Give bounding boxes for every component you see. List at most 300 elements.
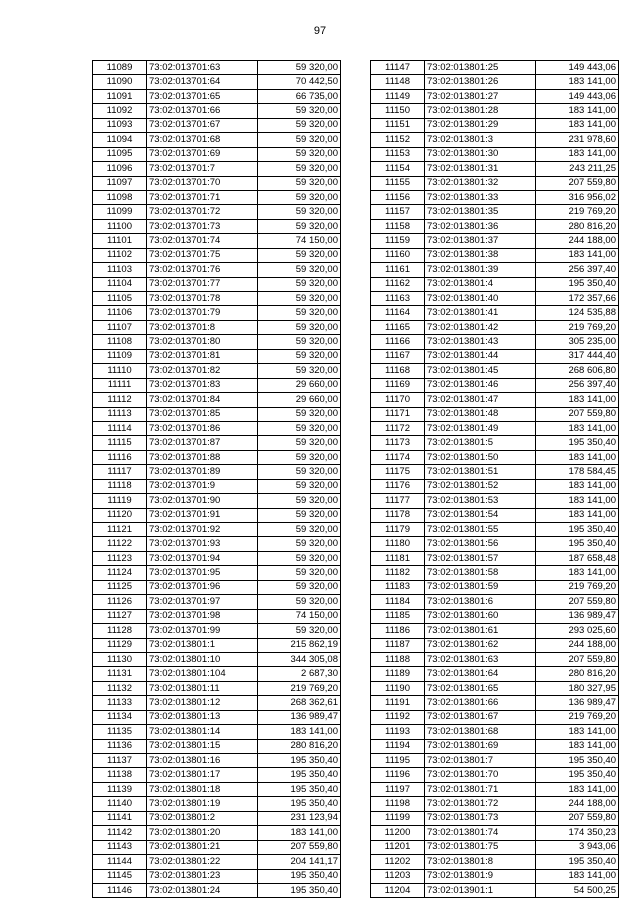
row-number: 11139 [93, 782, 147, 796]
row-number: 11192 [371, 710, 425, 724]
value-cell: 59 320,00 [258, 147, 341, 161]
table-row [371, 523, 619, 537]
cadastral-number: 73:02:013801:74 [425, 826, 536, 840]
row-number: 11161 [371, 263, 425, 277]
row-number: 11177 [371, 494, 425, 508]
cadastral-number: 73:02:013801:46 [425, 378, 536, 392]
value-cell: 344 305,08 [258, 652, 341, 666]
table-row [371, 681, 619, 695]
cadastral-number: 73:02:013801:16 [147, 754, 258, 768]
table-row [93, 624, 341, 638]
value-cell: 183 141,00 [536, 782, 619, 796]
cadastral-number: 73:02:013801:47 [425, 393, 536, 407]
value-cell: 59 320,00 [258, 349, 341, 363]
cadastral-number: 73:02:013801:35 [425, 205, 536, 219]
table-row [93, 883, 341, 897]
cadastral-number: 73:02:013701:95 [147, 566, 258, 580]
value-cell: 70 442,50 [258, 75, 341, 89]
table-row [93, 263, 341, 277]
value-cell: 59 320,00 [258, 219, 341, 233]
value-cell: 280 816,20 [536, 667, 619, 681]
table-row [93, 768, 341, 782]
value-cell: 244 188,00 [536, 638, 619, 652]
cadastral-number: 73:02:013701:68 [147, 133, 258, 147]
cadastral-number: 73:02:013701:66 [147, 104, 258, 118]
value-cell: 59 320,00 [258, 551, 341, 565]
table-row [93, 811, 341, 825]
table-row [93, 479, 341, 493]
row-number: 11109 [93, 349, 147, 363]
table-row [371, 263, 619, 277]
table-row [93, 754, 341, 768]
value-cell: 59 320,00 [258, 465, 341, 479]
row-number: 11155 [371, 176, 425, 190]
cadastral-number: 73:02:013701:8 [147, 320, 258, 334]
row-number: 11108 [93, 335, 147, 349]
table-row [93, 320, 341, 334]
cadastral-number: 73:02:013701:72 [147, 205, 258, 219]
cadastral-number: 73:02:013701:69 [147, 147, 258, 161]
row-number: 11090 [93, 75, 147, 89]
value-cell: 195 350,40 [536, 277, 619, 291]
value-cell: 180 327,95 [536, 681, 619, 695]
table-row [93, 292, 341, 306]
table-row [371, 840, 619, 854]
row-number: 11118 [93, 479, 147, 493]
table-row [371, 349, 619, 363]
value-cell: 183 141,00 [536, 869, 619, 883]
row-number: 11202 [371, 855, 425, 869]
value-cell: 207 559,80 [536, 595, 619, 609]
value-cell: 244 188,00 [536, 234, 619, 248]
cadastral-number: 73:02:013801:13 [147, 710, 258, 724]
cadastral-number: 73:02:013701:77 [147, 277, 258, 291]
value-cell: 59 320,00 [258, 263, 341, 277]
row-number: 11163 [371, 292, 425, 306]
value-cell: 204 141,17 [258, 855, 341, 869]
row-number: 11200 [371, 826, 425, 840]
cadastral-number: 73:02:013701:90 [147, 494, 258, 508]
table-row [371, 147, 619, 161]
value-cell: 305 235,00 [536, 335, 619, 349]
cadastral-number: 73:02:013701:98 [147, 609, 258, 623]
row-number: 11134 [93, 710, 147, 724]
row-number: 11179 [371, 523, 425, 537]
value-cell: 195 350,40 [536, 855, 619, 869]
table-row [93, 349, 341, 363]
row-number: 11197 [371, 782, 425, 796]
value-cell: 136 989,47 [536, 696, 619, 710]
table-row [371, 826, 619, 840]
table-row [93, 378, 341, 392]
table-row [93, 219, 341, 233]
cadastral-number: 73:02:013801:71 [425, 782, 536, 796]
value-cell: 59 320,00 [258, 61, 341, 75]
row-number: 11166 [371, 335, 425, 349]
table-row [371, 652, 619, 666]
row-number: 11095 [93, 147, 147, 161]
table-row [371, 378, 619, 392]
cadastral-number: 73:02:013801:55 [425, 523, 536, 537]
cadastral-number: 73:02:013801:54 [425, 508, 536, 522]
table-row [93, 162, 341, 176]
table-row [93, 407, 341, 421]
row-number: 11159 [371, 234, 425, 248]
cadastral-number: 73:02:013801:67 [425, 710, 536, 724]
row-number: 11141 [93, 811, 147, 825]
table-row [371, 869, 619, 883]
table-row [371, 306, 619, 320]
value-cell: 183 141,00 [536, 450, 619, 464]
cadastral-number: 73:02:013801:53 [425, 494, 536, 508]
value-cell: 183 141,00 [258, 725, 341, 739]
value-cell: 183 141,00 [536, 479, 619, 493]
table-row [371, 710, 619, 724]
value-cell: 59 320,00 [258, 104, 341, 118]
value-cell: 268 362,61 [258, 696, 341, 710]
cadastral-number: 73:02:013701:96 [147, 580, 258, 594]
value-cell: 219 769,20 [536, 205, 619, 219]
cadastral-number: 73:02:013701:97 [147, 595, 258, 609]
row-number: 11096 [93, 162, 147, 176]
row-number: 11158 [371, 219, 425, 233]
row-number: 11183 [371, 580, 425, 594]
row-number: 11189 [371, 667, 425, 681]
cadastral-number: 73:02:013801:19 [147, 797, 258, 811]
table-row [93, 855, 341, 869]
table-row [93, 450, 341, 464]
value-cell: 74 150,00 [258, 609, 341, 623]
value-cell: 59 320,00 [258, 335, 341, 349]
table-row [93, 61, 341, 75]
cadastral-number: 73:02:013701:89 [147, 465, 258, 479]
table-row [371, 292, 619, 306]
table-row [371, 277, 619, 291]
table-row [93, 248, 341, 262]
row-number: 11099 [93, 205, 147, 219]
cadastral-number: 73:02:013801:72 [425, 797, 536, 811]
row-number: 11149 [371, 89, 425, 103]
cadastral-number: 73:02:013701:65 [147, 89, 258, 103]
row-number: 11137 [93, 754, 147, 768]
cadastral-number: 73:02:013801:75 [425, 840, 536, 854]
table-row [93, 306, 341, 320]
cadastral-number: 73:02:013801:27 [425, 89, 536, 103]
row-number: 11165 [371, 320, 425, 334]
row-number: 11093 [93, 118, 147, 132]
value-cell: 195 350,40 [258, 883, 341, 897]
row-number: 11136 [93, 739, 147, 753]
table-row [93, 190, 341, 204]
value-cell: 195 350,40 [536, 537, 619, 551]
cadastral-number: 73:02:013901:1 [425, 883, 536, 897]
cadastral-number: 73:02:013801:11 [147, 681, 258, 695]
cadastral-number: 73:02:013801:18 [147, 782, 258, 796]
row-number: 11153 [371, 147, 425, 161]
row-number: 11119 [93, 494, 147, 508]
row-number: 11172 [371, 421, 425, 435]
cadastral-number: 73:02:013801:12 [147, 696, 258, 710]
cadastral-number: 73:02:013801:9 [425, 869, 536, 883]
row-number: 11102 [93, 248, 147, 262]
row-number: 11094 [93, 133, 147, 147]
table-row [371, 104, 619, 118]
value-cell: 195 350,40 [536, 754, 619, 768]
row-number: 11175 [371, 465, 425, 479]
table-row [371, 883, 619, 897]
cadastral-number: 73:02:013701:94 [147, 551, 258, 565]
value-cell: 183 141,00 [536, 104, 619, 118]
value-cell: 183 141,00 [536, 739, 619, 753]
value-cell: 183 141,00 [536, 494, 619, 508]
row-number: 11122 [93, 537, 147, 551]
value-cell: 172 357,66 [536, 292, 619, 306]
cadastral-number: 73:02:013801:50 [425, 450, 536, 464]
table-row [371, 176, 619, 190]
cadastral-number: 73:02:013701:71 [147, 190, 258, 204]
row-number: 11184 [371, 595, 425, 609]
cadastral-number: 73:02:013801:14 [147, 725, 258, 739]
value-cell: 280 816,20 [536, 219, 619, 233]
value-cell: 59 320,00 [258, 306, 341, 320]
table-row [93, 508, 341, 522]
value-cell: 29 660,00 [258, 393, 341, 407]
row-number: 11130 [93, 652, 147, 666]
cadastral-number: 73:02:013801:73 [425, 811, 536, 825]
table-row [93, 797, 341, 811]
value-cell: 316 956,02 [536, 190, 619, 204]
value-cell: 280 816,20 [258, 739, 341, 753]
cadastral-number: 73:02:013801:45 [425, 364, 536, 378]
table-row [93, 710, 341, 724]
table-row [93, 393, 341, 407]
cadastral-number: 73:02:013801:60 [425, 609, 536, 623]
value-cell: 59 320,00 [258, 320, 341, 334]
row-number: 11111 [93, 378, 147, 392]
cadastral-number: 73:02:013701:63 [147, 61, 258, 75]
value-cell: 195 350,40 [258, 754, 341, 768]
row-number: 11148 [371, 75, 425, 89]
table-row [371, 667, 619, 681]
row-number: 11152 [371, 133, 425, 147]
value-cell: 3 943,06 [536, 840, 619, 854]
table-row [371, 609, 619, 623]
row-number: 11151 [371, 118, 425, 132]
cadastral-number: 73:02:013801:70 [425, 768, 536, 782]
table-row [371, 754, 619, 768]
cadastral-number: 73:02:013701:83 [147, 378, 258, 392]
table-row [93, 104, 341, 118]
row-number: 11138 [93, 768, 147, 782]
table-row [371, 494, 619, 508]
value-cell: 207 559,80 [536, 811, 619, 825]
table-row [93, 147, 341, 161]
table-row [371, 595, 619, 609]
row-number: 11181 [371, 551, 425, 565]
value-cell: 207 559,80 [536, 652, 619, 666]
value-cell: 183 141,00 [536, 421, 619, 435]
table-row [93, 118, 341, 132]
value-cell: 183 141,00 [536, 75, 619, 89]
cadastral-number: 73:02:013801:20 [147, 826, 258, 840]
cadastral-number: 73:02:013801:66 [425, 696, 536, 710]
table-row [371, 479, 619, 493]
table-row [93, 89, 341, 103]
value-cell: 59 320,00 [258, 508, 341, 522]
cadastral-number: 73:02:013701:78 [147, 292, 258, 306]
cadastral-number: 73:02:013801:25 [425, 61, 536, 75]
cadastral-number: 73:02:013701:92 [147, 523, 258, 537]
row-number: 11173 [371, 436, 425, 450]
value-cell: 195 350,40 [536, 768, 619, 782]
table-row [371, 133, 619, 147]
cadastral-number: 73:02:013801:4 [425, 277, 536, 291]
cadastral-number: 73:02:013801:8 [425, 855, 536, 869]
cadastral-number: 73:02:013801:21 [147, 840, 258, 854]
cadastral-number: 73:02:013801:65 [425, 681, 536, 695]
value-cell: 244 188,00 [536, 797, 619, 811]
cadastral-number: 73:02:013801:40 [425, 292, 536, 306]
table-row [93, 725, 341, 739]
row-number: 11147 [371, 61, 425, 75]
cadastral-number: 73:02:013801:26 [425, 75, 536, 89]
cadastral-number: 73:02:013701:81 [147, 349, 258, 363]
value-cell: 59 320,00 [258, 364, 341, 378]
row-number: 11195 [371, 754, 425, 768]
cadastral-number: 73:02:013801:38 [425, 248, 536, 262]
value-cell: 59 320,00 [258, 176, 341, 190]
cadastral-number: 73:02:013801:62 [425, 638, 536, 652]
cadastral-table-left [92, 60, 341, 898]
value-cell: 136 989,47 [536, 609, 619, 623]
table-row [371, 768, 619, 782]
cadastral-number: 73:02:013801:33 [425, 190, 536, 204]
table-row [371, 219, 619, 233]
table-row [93, 421, 341, 435]
table-row [371, 638, 619, 652]
value-cell: 29 660,00 [258, 378, 341, 392]
value-cell: 195 350,40 [258, 797, 341, 811]
cadastral-table-right [370, 60, 619, 898]
table-row [371, 696, 619, 710]
cadastral-number: 73:02:013801:22 [147, 855, 258, 869]
value-cell: 2 687,30 [258, 667, 341, 681]
value-cell: 231 123,94 [258, 811, 341, 825]
value-cell: 136 989,47 [258, 710, 341, 724]
row-number: 11106 [93, 306, 147, 320]
table-row [371, 75, 619, 89]
value-cell: 207 559,80 [536, 407, 619, 421]
row-number: 11203 [371, 869, 425, 883]
cadastral-number: 73:02:013801:29 [425, 118, 536, 132]
value-cell: 207 559,80 [258, 840, 341, 854]
cadastral-number: 73:02:013701:99 [147, 624, 258, 638]
table-row [371, 465, 619, 479]
table-row [93, 667, 341, 681]
cadastral-number: 73:02:013801:48 [425, 407, 536, 421]
table-row [93, 335, 341, 349]
row-number: 11113 [93, 407, 147, 421]
table-row [93, 566, 341, 580]
table-row [93, 205, 341, 219]
row-number: 11091 [93, 89, 147, 103]
value-cell: 293 025,60 [536, 624, 619, 638]
row-number: 11103 [93, 263, 147, 277]
cadastral-number: 73:02:013801:36 [425, 219, 536, 233]
cadastral-number: 73:02:013801:30 [425, 147, 536, 161]
row-number: 11115 [93, 436, 147, 450]
cadastral-number: 73:02:013801:6 [425, 595, 536, 609]
table-row [93, 739, 341, 753]
cadastral-number: 73:02:013701:9 [147, 479, 258, 493]
table-row [371, 450, 619, 464]
table-row [93, 75, 341, 89]
row-number: 11105 [93, 292, 147, 306]
table-row [93, 840, 341, 854]
row-number: 11196 [371, 768, 425, 782]
cadastral-number: 73:02:013801:64 [425, 667, 536, 681]
table-row [371, 320, 619, 334]
row-number: 11174 [371, 450, 425, 464]
row-number: 11198 [371, 797, 425, 811]
table-row [371, 248, 619, 262]
row-number: 11124 [93, 566, 147, 580]
row-number: 11126 [93, 595, 147, 609]
row-number: 11128 [93, 624, 147, 638]
cadastral-number: 73:02:013701:7 [147, 162, 258, 176]
value-cell: 268 606,80 [536, 364, 619, 378]
row-number: 11150 [371, 104, 425, 118]
row-number: 11199 [371, 811, 425, 825]
row-number: 11167 [371, 349, 425, 363]
table-row [371, 797, 619, 811]
row-number: 11201 [371, 840, 425, 854]
cadastral-number: 73:02:013801:32 [425, 176, 536, 190]
cadastral-number: 73:02:013801:24 [147, 883, 258, 897]
cadastral-number: 73:02:013801:7 [425, 754, 536, 768]
value-cell: 74 150,00 [258, 234, 341, 248]
cadastral-number: 73:02:013801:59 [425, 580, 536, 594]
row-number: 11169 [371, 378, 425, 392]
table-row [371, 421, 619, 435]
row-number: 11146 [93, 883, 147, 897]
row-number: 11170 [371, 393, 425, 407]
cadastral-number: 73:02:013701:64 [147, 75, 258, 89]
cadastral-number: 73:02:013701:73 [147, 219, 258, 233]
row-number: 11092 [93, 104, 147, 118]
table-row [371, 190, 619, 204]
value-cell: 66 735,00 [258, 89, 341, 103]
cadastral-number: 73:02:013701:93 [147, 537, 258, 551]
value-cell: 183 141,00 [536, 566, 619, 580]
row-number: 11089 [93, 61, 147, 75]
table-row [371, 782, 619, 796]
cadastral-number: 73:02:013801:57 [425, 551, 536, 565]
value-cell: 183 141,00 [536, 147, 619, 161]
table-row [371, 566, 619, 580]
cadastral-number: 73:02:013801:5 [425, 436, 536, 450]
table-row [371, 739, 619, 753]
value-cell: 59 320,00 [258, 523, 341, 537]
cadastral-number: 73:02:013801:15 [147, 739, 258, 753]
row-number: 11142 [93, 826, 147, 840]
cadastral-number: 73:02:013801:42 [425, 320, 536, 334]
table-row [93, 652, 341, 666]
cadastral-number: 73:02:013801:51 [425, 465, 536, 479]
table-row [93, 133, 341, 147]
cadastral-number: 73:02:013801:10 [147, 652, 258, 666]
row-number: 11132 [93, 681, 147, 695]
